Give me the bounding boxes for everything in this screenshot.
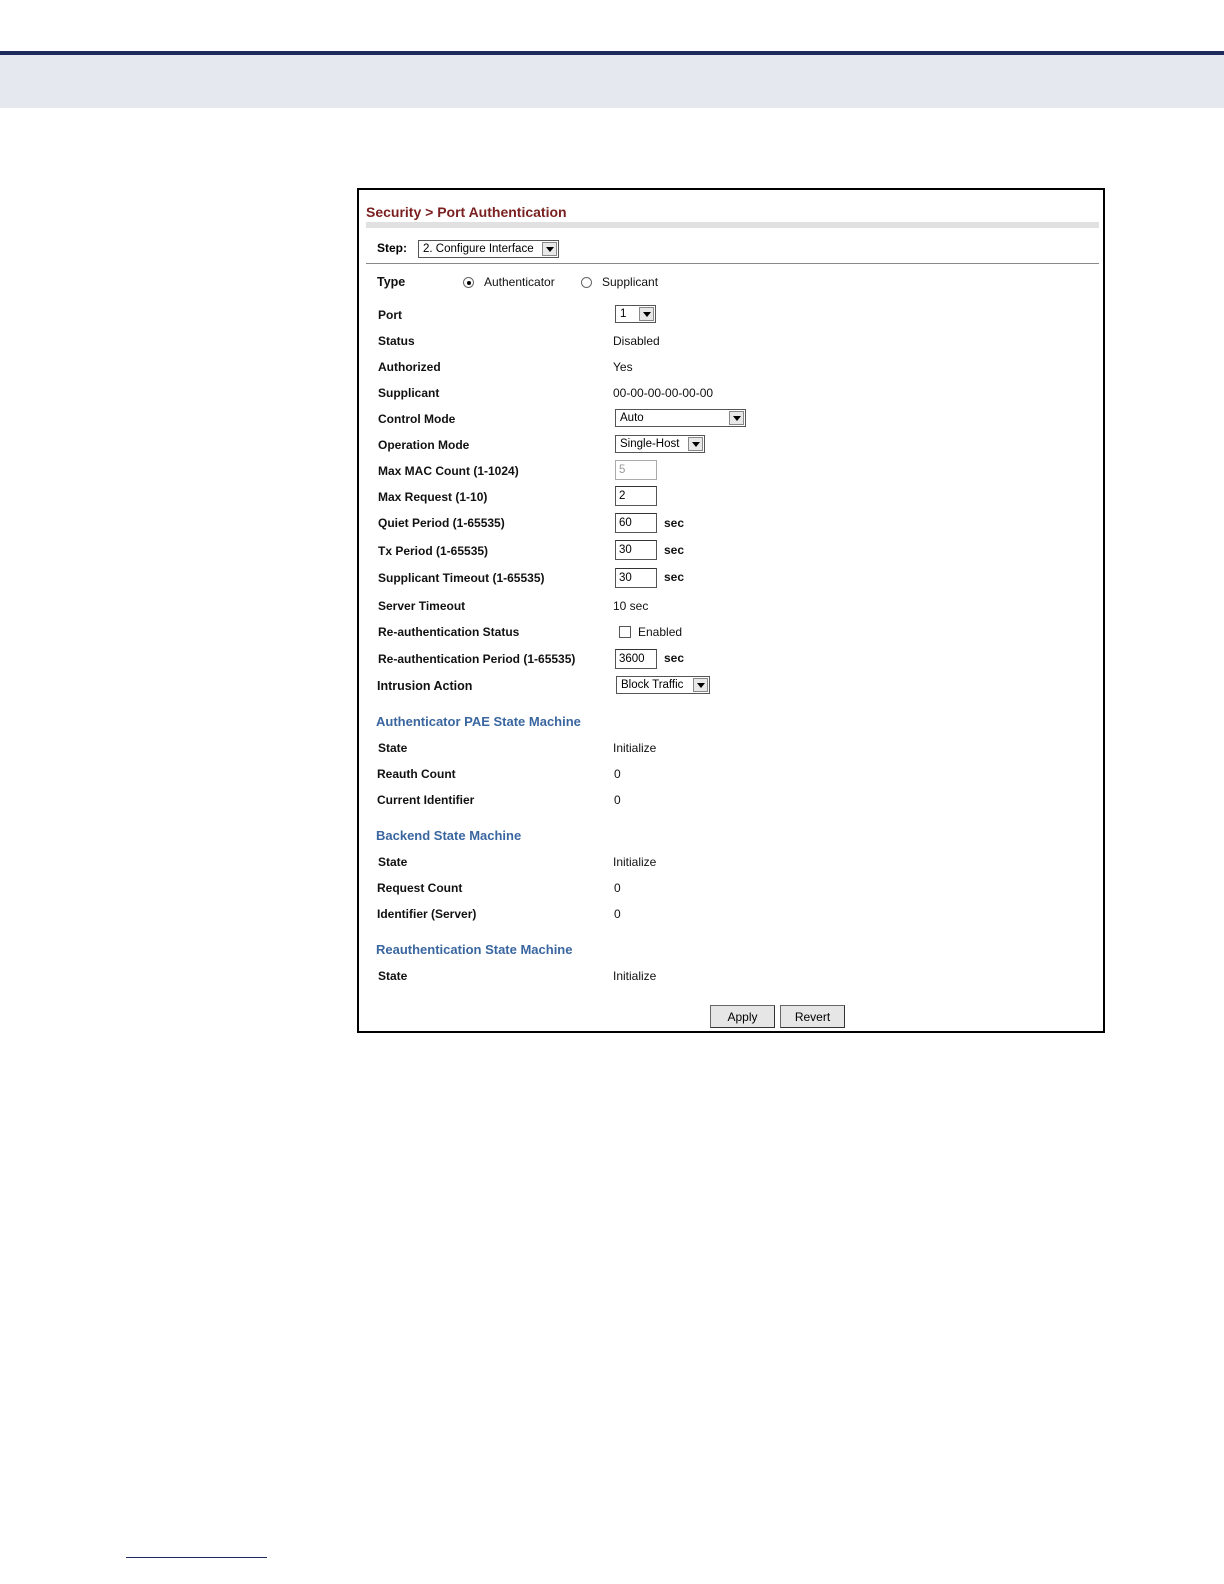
intrusion-action-label: Intrusion Action [377, 679, 473, 693]
control-mode-label: Control Mode [378, 412, 456, 426]
supplicant-timeout-input[interactable]: 30 [615, 568, 657, 588]
supplicant-radio[interactable] [581, 277, 592, 288]
status-value: Disabled [613, 334, 660, 348]
supplicant-label: Supplicant [378, 386, 440, 400]
chevron-down-icon [542, 242, 557, 256]
step-separator [366, 263, 1099, 264]
reauthentication-state-value: Initialize [613, 969, 657, 983]
current-identifier-value: 0 [614, 793, 621, 807]
control-mode-select[interactable]: Auto [615, 409, 746, 427]
server-timeout-label: Server Timeout [378, 599, 466, 613]
quiet-period-label: Quiet Period (1-65535) [378, 516, 505, 530]
backend-state-value: Initialize [613, 855, 657, 869]
reauth-count-value: 0 [614, 767, 621, 781]
reauth-period-input[interactable]: 3600 [615, 649, 657, 669]
apply-button[interactable]: Apply [710, 1005, 775, 1028]
footer-rule [126, 1557, 267, 1558]
port-label: Port [378, 308, 402, 322]
status-label: Status [378, 334, 415, 348]
reauth-period-unit: sec [664, 651, 685, 665]
chevron-down-icon [688, 437, 703, 451]
request-count-value: 0 [614, 881, 621, 895]
tx-period-unit: sec [664, 543, 685, 557]
pae-state-label: State [378, 741, 408, 755]
chevron-down-icon [693, 678, 708, 692]
reauthentication-heading: Reauthentication State Machine [376, 942, 573, 957]
server-timeout-value: 10 sec [613, 599, 649, 613]
supplicant-timeout-unit: sec [664, 570, 685, 584]
quiet-period-unit: sec [664, 516, 685, 530]
screenshot-panel [357, 188, 1105, 1033]
title-divider [366, 222, 1099, 228]
operation-mode-label: Operation Mode [378, 438, 470, 452]
supplicant-mac-value: 00-00-00-00-00-00 [613, 386, 714, 400]
backend-state-label: State [378, 855, 408, 869]
supplicant-timeout-label: Supplicant Timeout (1-65535) [378, 571, 545, 585]
tx-period-label: Tx Period (1-65535) [378, 544, 489, 558]
identifier-server-label: Identifier (Server) [377, 907, 477, 921]
step-label: Step: [377, 241, 407, 255]
authenticator-radio[interactable] [463, 277, 474, 288]
reauth-enabled-checkbox[interactable] [619, 626, 631, 638]
authenticator-radio-label: Authenticator [484, 275, 555, 289]
pae-state-value: Initialize [613, 741, 657, 755]
tx-period-input[interactable]: 30 [615, 540, 657, 560]
reauth-count-label: Reauth Count [377, 767, 456, 781]
quiet-period-input[interactable]: 60 [615, 513, 657, 533]
authenticator-pae-heading: Authenticator PAE State Machine [376, 714, 581, 729]
authorized-value: Yes [613, 360, 633, 374]
page-title: Security > Port Authentication [366, 204, 567, 220]
port-select[interactable]: 1 [615, 305, 656, 323]
current-identifier-label: Current Identifier [377, 793, 475, 807]
authorized-label: Authorized [378, 360, 441, 374]
reauth-status-label: Re-authentication Status [378, 625, 520, 639]
revert-button[interactable]: Revert [780, 1005, 845, 1028]
max-request-label: Max Request (1-10) [378, 490, 488, 504]
max-mac-count-input[interactable]: 5 [615, 460, 657, 480]
reauthentication-state-label: State [378, 969, 408, 983]
intrusion-action-select[interactable]: Block Traffic [616, 676, 710, 694]
reauth-enabled-label: Enabled [638, 625, 683, 639]
header-band [0, 55, 1224, 108]
step-select[interactable]: 2. Configure Interface [418, 240, 559, 258]
reauth-period-label: Re-authentication Period (1-65535) [378, 652, 576, 666]
identifier-server-value: 0 [614, 907, 621, 921]
request-count-label: Request Count [377, 881, 463, 895]
operation-mode-select[interactable]: Single-Host [615, 435, 705, 453]
supplicant-radio-label: Supplicant [602, 275, 659, 289]
max-mac-count-label: Max MAC Count (1-1024) [378, 464, 519, 478]
type-label: Type [377, 275, 406, 289]
chevron-down-icon [639, 307, 654, 321]
max-request-input[interactable]: 2 [615, 486, 657, 506]
chevron-down-icon [729, 411, 744, 425]
backend-heading: Backend State Machine [376, 828, 522, 843]
